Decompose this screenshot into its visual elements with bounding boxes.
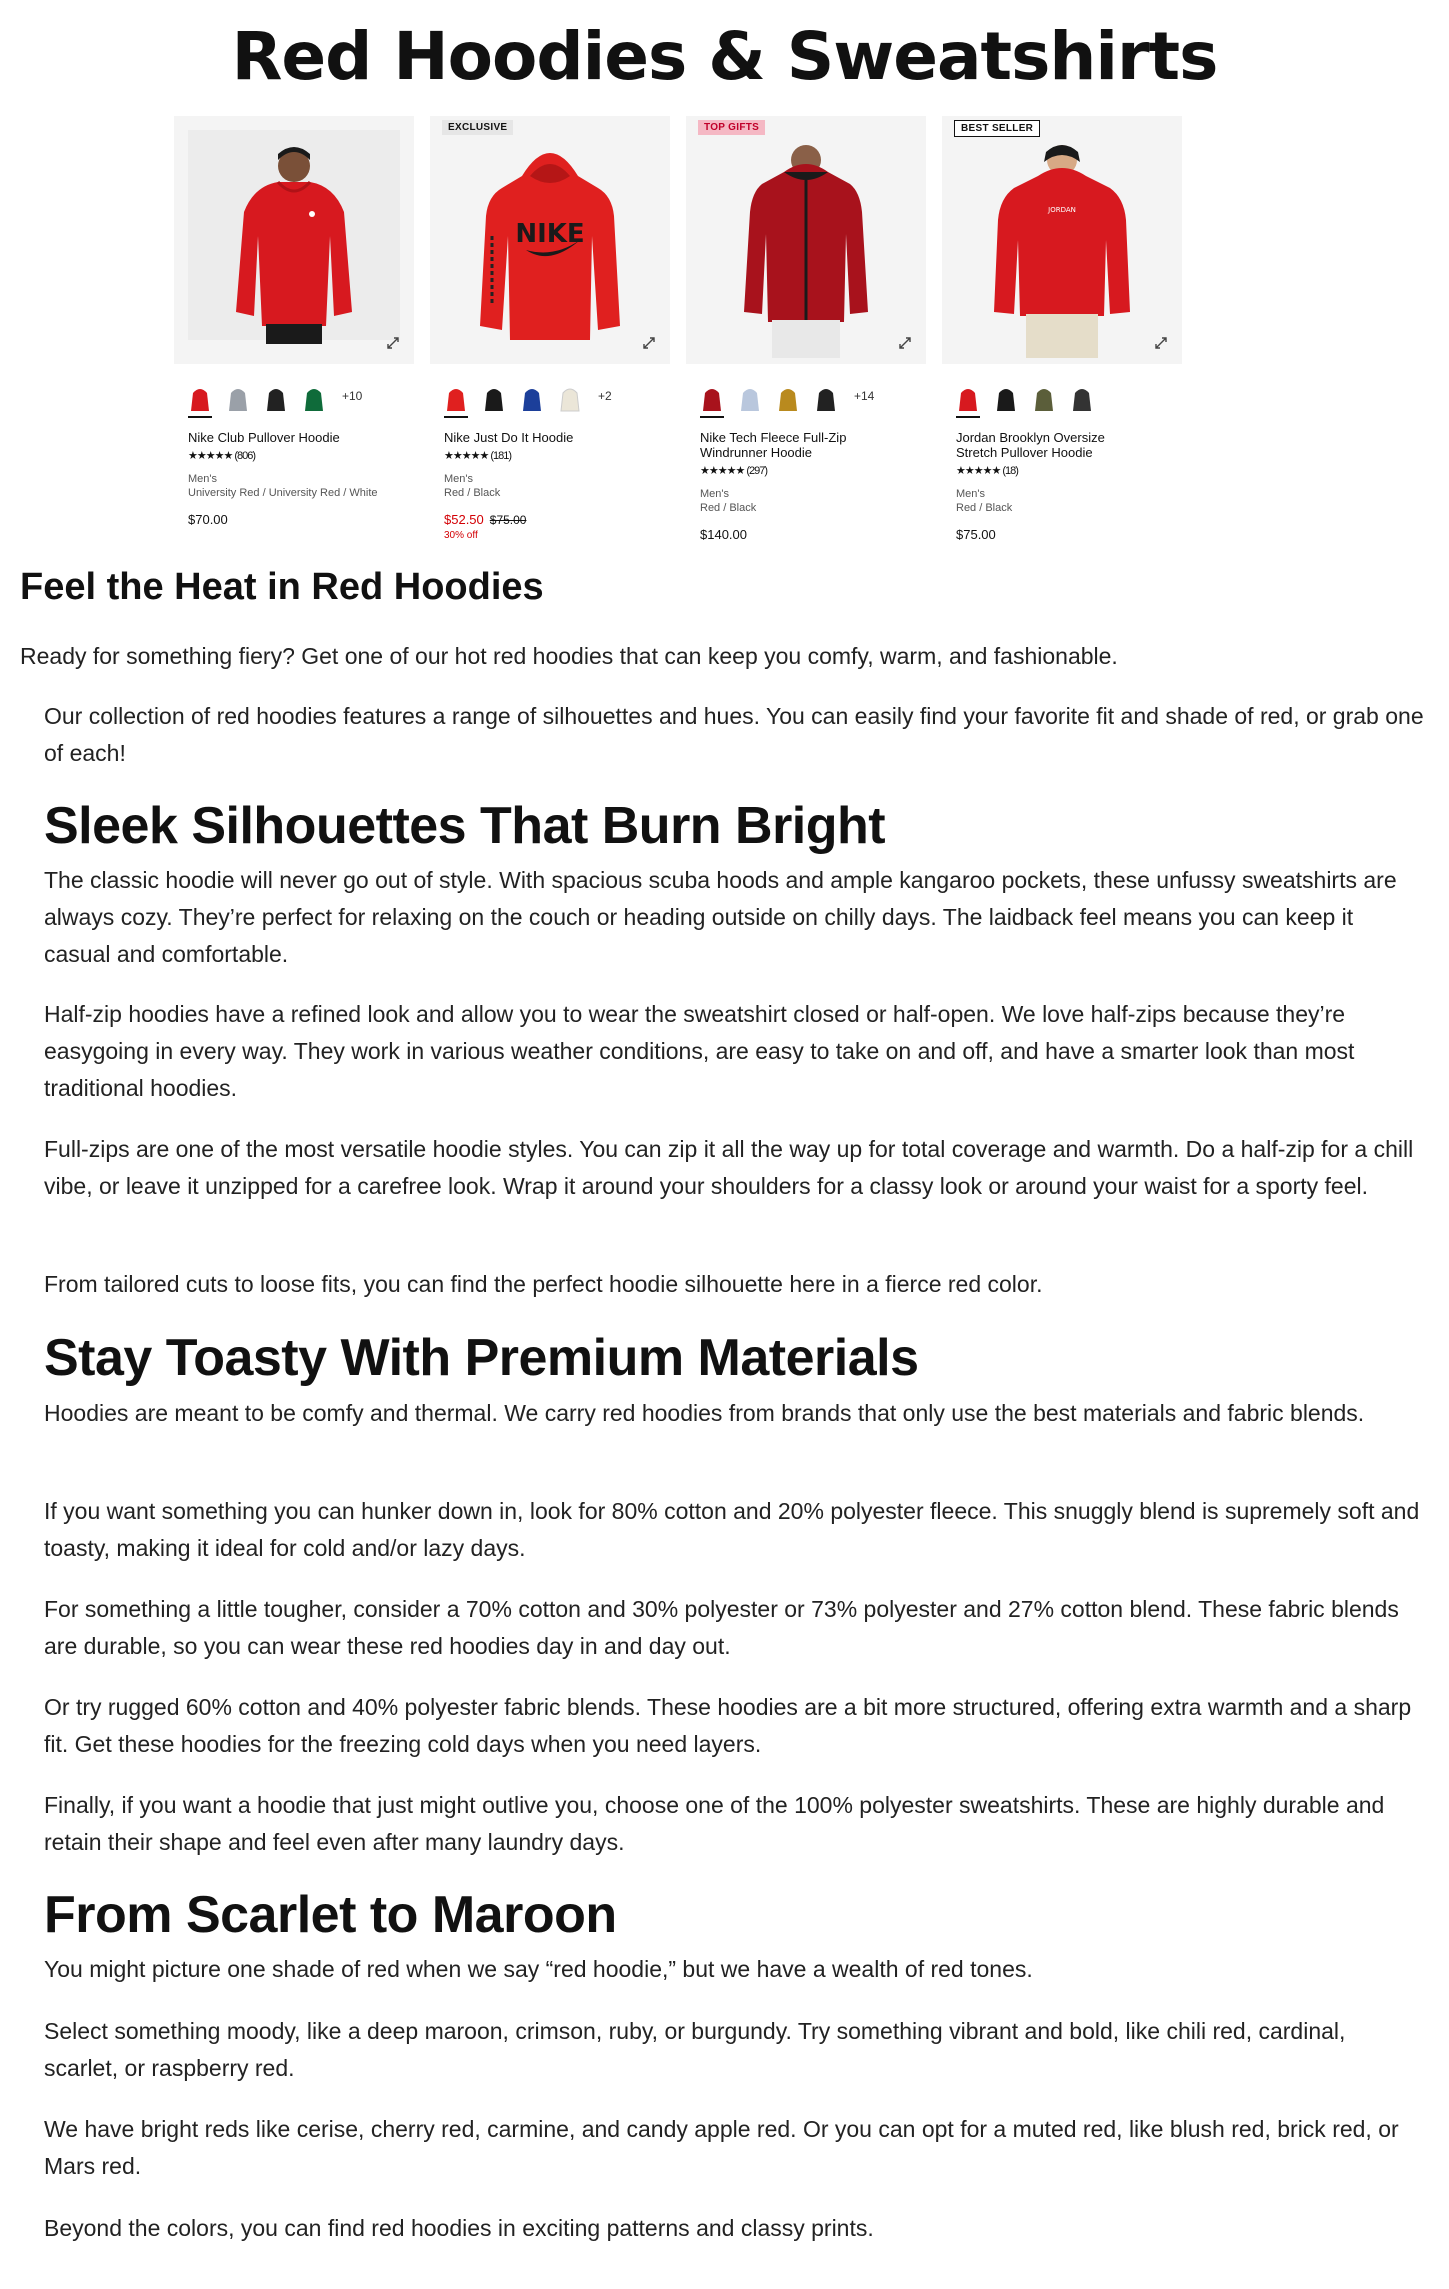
hoodie-model-image (686, 116, 926, 364)
silhouettes-paragraph-1: The classic hoodie will never go out of style. With spacious scuba hoods and ample kangaroo pockets, these unfussy sweatshirts are always cozy. They’re perfect for relaxing on the couch or heading outside on chilly days. The laidback feel means you can keep it casual and comfortable. (44, 867, 1397, 967)
materials-paragraph-1: Hoodies are meant to be comfy and thermal. We carry red hoodies from brands that only use the best materials and fabric blends. (44, 1400, 1365, 1426)
sale-price: $52.50 (444, 512, 484, 527)
original-price: $75.00 (489, 513, 527, 527)
swatch-black[interactable] (992, 379, 1020, 413)
more-colors-count[interactable]: +2 (598, 389, 612, 403)
product-name-line2[interactable]: Stretch Pullover Hoodie (956, 445, 1093, 460)
silhouettes-paragraph-4: From tailored cuts to loose fits, you can find the perfect hoodie silhouette here in a fierce red color. (44, 1271, 1043, 1297)
product-card[interactable] (174, 104, 414, 564)
product-category: Men's (956, 488, 985, 500)
product-info (188, 430, 408, 527)
product-name-line2[interactable]: Windrunner Hoodie (700, 445, 813, 460)
silhouettes-paragraph-3: Full-zips are one of the most versatile hoodie styles. You can zip it all the way up for total coverage and warmth. Do a half-zip for a chill vibe, or leave it unzipped for a carefree look. Wrap it around your shoulders for a classy look or around your waist for a sporty feel. (44, 1136, 1414, 1199)
expand-icon[interactable] (386, 336, 400, 350)
product-color: Red / Black (956, 502, 1013, 514)
section-heading-silhouettes: Sleek Silhouettes That Burn Bright (44, 797, 886, 855)
product-badge: TOP GIFTS (698, 120, 765, 135)
product-name[interactable]: Nike Just Do It Hoodie (444, 430, 574, 445)
product-badge: EXCLUSIVE (442, 120, 513, 135)
product-price: $140.00 (700, 527, 747, 542)
swatch-black[interactable] (480, 379, 508, 413)
svg-text:JORDAN: JORDAN (1048, 206, 1076, 214)
shades-paragraph-1: You might picture one shade of red when we say “red hoodie,” but we have a wealth of red tones. (44, 1956, 1033, 1982)
svg-text:NIKE: NIKE (515, 219, 585, 249)
product-info (444, 430, 664, 543)
product-price-line (444, 512, 664, 528)
shades-paragraph-3: We have bright reds like cerise, cherry red, carmine, and candy apple red. Or you can opt for a muted red, like blush red, brick red, or Mars red. (44, 2116, 1399, 2179)
swatch-red[interactable] (698, 379, 726, 413)
product-category: Men's (444, 473, 473, 485)
swatch-mustard[interactable] (774, 379, 802, 413)
shades-paragraph-2: Select something moody, like a deep maroon, crimson, ruby, or burgundy. Try something vibrant and bold, like chili red, cardinal, scarlet, or raspberry red. (44, 2018, 1346, 2081)
materials-paragraph-4: Or try rugged 60% cotton and 40% polyester fabric blends. These hoodies are a bit more structured, offering extra warmth and a sharp fit. Get these hoodies for the freezing cold days when you need layers. (44, 1694, 1412, 1757)
intro-paragraph-2: Our collection of red hoodies features a range of silhouettes and hues. You can easily find your favorite fit and shade of red, or grab one of each! (44, 703, 1424, 766)
swatch-red[interactable] (186, 379, 214, 413)
product-info (700, 430, 920, 542)
expand-icon[interactable] (1154, 336, 1168, 350)
materials-paragraph-5: Finally, if you want a hoodie that just might outlive you, choose one of the 100% polyester sweatshirts. These are highly durable and retain their shape and feel even after many laundry days. (44, 1792, 1385, 1855)
product-name[interactable]: Nike Tech Fleece Full-Zip (700, 430, 847, 445)
swatch-black[interactable] (262, 379, 290, 413)
product-image[interactable] (430, 116, 670, 364)
more-colors-count[interactable]: +14 (854, 389, 875, 403)
silhouettes-paragraph-2: Half-zip hoodies have a refined look and allow you to wear the sweatshirt closed or half-open. We love half-zips because they’re easygoing in every way. They work in various weather conditions, are easy to take on and off, and have a smarter look than most traditional hoodies. (44, 1001, 1355, 1101)
product-color: Red / Black (444, 487, 501, 499)
hoodie-model-image (942, 116, 1182, 364)
color-swatches (698, 376, 874, 416)
swatch-cream[interactable] (556, 379, 584, 413)
product-rating: ★★★★★ (181) (444, 450, 512, 462)
swatch-grey[interactable] (224, 379, 252, 413)
product-image[interactable] (942, 116, 1182, 364)
product-name[interactable]: Nike Club Pullover Hoodie (188, 430, 340, 445)
hoodie-product-image (430, 116, 670, 364)
swatch-red[interactable] (954, 379, 982, 413)
color-swatches (442, 376, 612, 416)
product-rating: ★★★★★ (18) (956, 465, 1018, 477)
swatch-light-blue[interactable] (736, 379, 764, 413)
product-grid (174, 104, 1184, 564)
materials-paragraph-3: For something a little tougher, consider a 70% cotton and 30% polyester or 73% polyester and 27% cotton blend. These fabric blends are durable, so you can wear these red hoodies day in and day out. (44, 1596, 1399, 1659)
color-swatches (186, 376, 362, 416)
expand-icon[interactable] (898, 336, 912, 350)
product-color: University Red / University Red / White (188, 487, 378, 499)
product-rating: ★★★★★ (806) (188, 450, 256, 462)
more-colors-count[interactable]: +10 (342, 389, 363, 403)
swatch-red[interactable] (442, 379, 470, 413)
hoodie-model-image (174, 116, 414, 364)
product-rating: ★★★★★ (297) (700, 465, 768, 477)
product-image[interactable] (686, 116, 926, 364)
product-price: $75.00 (956, 527, 996, 542)
swatch-green[interactable] (300, 379, 328, 413)
swatch-dark-grey[interactable] (1068, 379, 1096, 413)
shades-paragraph-4: Beyond the colors, you can find red hoodies in exciting patterns and classy prints. (44, 2215, 874, 2241)
product-info (956, 430, 1176, 542)
materials-paragraph-2: If you want something you can hunker down in, look for 80% cotton and 20% polyester fleece. This snuggly blend is supremely soft and toasty, making it ideal for cold and/or lazy days. (44, 1498, 1420, 1561)
product-category: Men's (188, 473, 217, 485)
color-swatches (954, 376, 1096, 416)
product-name[interactable]: Jordan Brooklyn Oversize (956, 430, 1105, 445)
product-price: $70.00 (188, 512, 228, 527)
product-category: Men's (700, 488, 729, 500)
product-image[interactable] (174, 116, 414, 364)
swatch-black[interactable] (812, 379, 840, 413)
section-heading-materials: Stay Toasty With Premium Materials (44, 1329, 919, 1387)
product-color: Red / Black (700, 502, 757, 514)
product-card[interactable] (686, 104, 926, 564)
intro-heading: Feel the Heat in Red Hoodies (20, 566, 544, 608)
product-badge: BEST SELLER (954, 120, 1040, 137)
swatch-blue[interactable] (518, 379, 546, 413)
section-heading-shades: From Scarlet to Maroon (44, 1886, 617, 1944)
swatch-olive[interactable] (1030, 379, 1058, 413)
page-title: Red Hoodies & Sweatshirts (231, 18, 1218, 95)
product-card[interactable] (942, 104, 1182, 564)
intro-paragraph-1: Ready for something fiery? Get one of our hot red hoodies that can keep you comfy, warm, and fashionable. (20, 643, 1118, 669)
expand-icon[interactable] (642, 336, 656, 350)
discount-label: 30% off (444, 530, 478, 541)
product-card[interactable] (430, 104, 670, 564)
